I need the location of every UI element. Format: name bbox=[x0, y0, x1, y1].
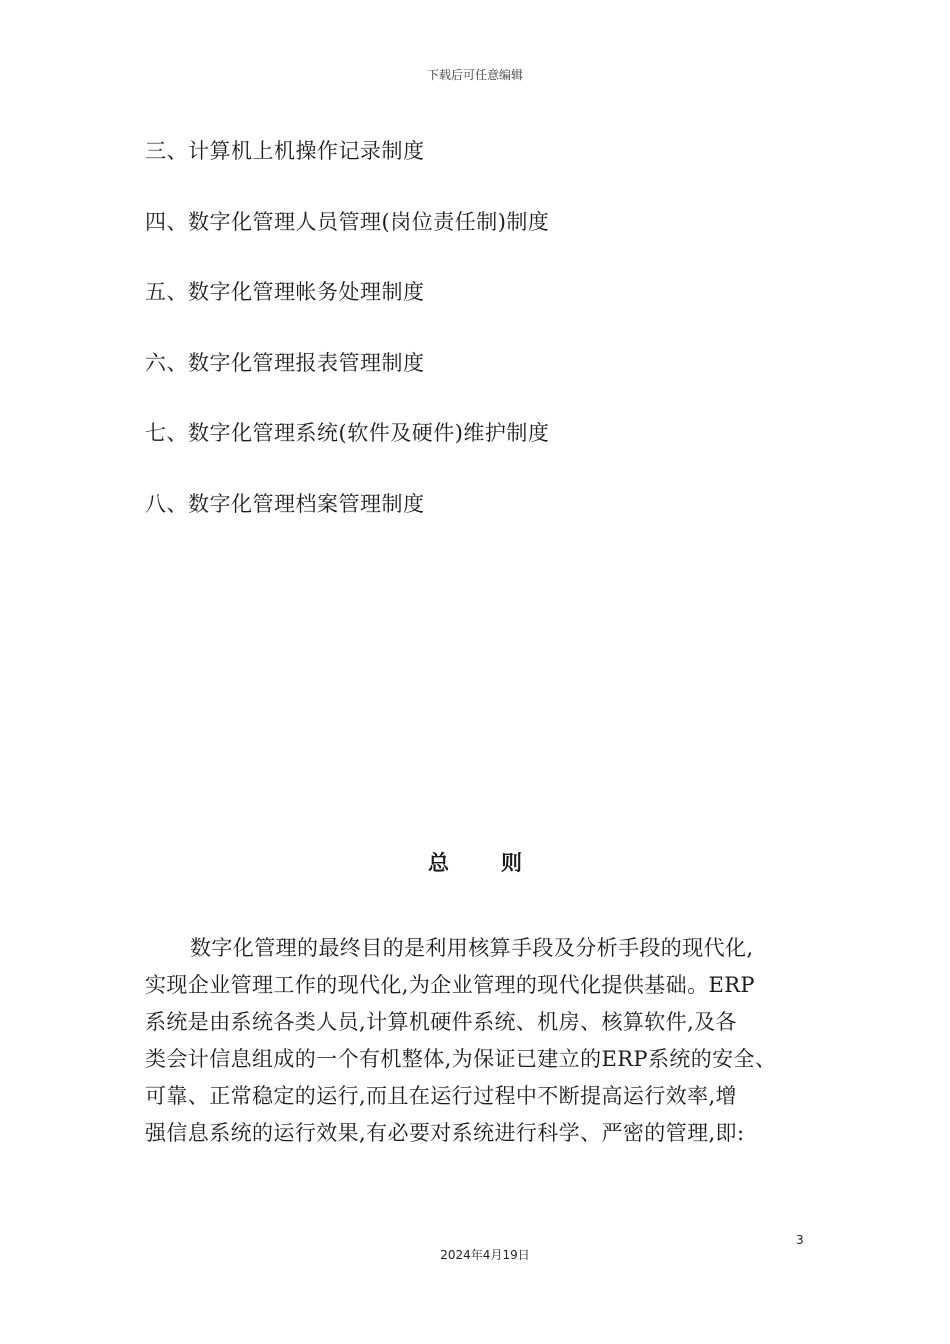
toc-item: 五、数字化管理帐务处理制度 bbox=[145, 280, 425, 305]
toc-item: 八、数字化管理档案管理制度 bbox=[145, 491, 425, 516]
paragraph-line: 系统是由系统各类人员,计算机硬件系统、机房、核算软件,及各 bbox=[145, 1010, 737, 1034]
paragraph-line: 实现企业管理工作的现代化,为企业管理的现代化提供基础。ERP bbox=[145, 973, 755, 997]
toc-item: 七、数字化管理系统(软件及硬件)维护制度 bbox=[145, 421, 550, 446]
page-header: 下载后可任意编辑 bbox=[426, 68, 523, 82]
body-paragraph bbox=[145, 930, 835, 1152]
section-title bbox=[0, 847, 950, 877]
paragraph-line: 数字化管理的最终目的是利用核算手段及分析手段的现代化, bbox=[190, 936, 754, 960]
toc-item: 六、数字化管理报表管理制度 bbox=[145, 350, 425, 375]
paragraph-line: 强信息系统的运行效果,有必要对系统进行科学、严密的管理,即: bbox=[145, 1121, 745, 1145]
toc-item: 四、数字化管理人员管理(岗位责任制)制度 bbox=[145, 209, 550, 234]
page-number: 3 bbox=[796, 1233, 804, 1247]
paragraph-line: 类会计信息组成的一个有机整体,为保证已建立的ERP系统的安全、 bbox=[145, 1047, 777, 1071]
footer-date: 2024年4月19日 bbox=[440, 1248, 530, 1262]
toc-item: 三、计算机上机操作记录制度 bbox=[145, 139, 425, 163]
paragraph-line: 可靠、正常稳定的运行,而且在运行过程中不断提高运行效率,增 bbox=[145, 1084, 737, 1108]
section-title-part1: 总 bbox=[428, 851, 449, 875]
table-of-contents bbox=[145, 134, 845, 558]
section-title-part2: 则 bbox=[501, 851, 522, 875]
